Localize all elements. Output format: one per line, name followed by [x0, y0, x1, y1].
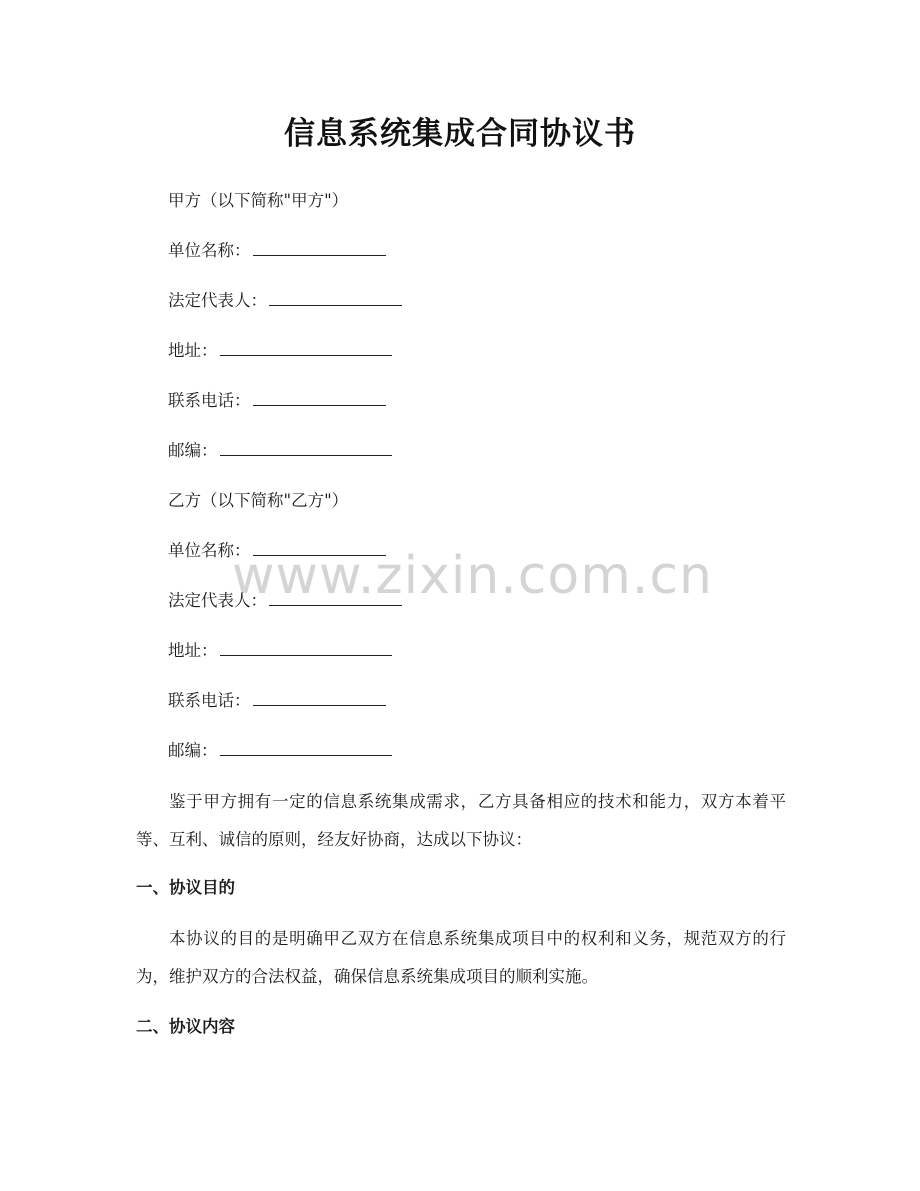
party-a-address-field — [168, 340, 392, 362]
party-b-address-label: 地址： — [168, 641, 218, 660]
party-b-legal-rep-label: 法定代表人： — [168, 591, 267, 610]
party-b-address-blank — [220, 641, 392, 656]
party-a-legal-rep-field — [168, 290, 402, 312]
party-a-phone-label: 联系电话： — [168, 391, 251, 410]
party-b-unit-name-blank — [253, 541, 386, 556]
party-a-phone-blank — [253, 391, 386, 406]
party-b-postcode-blank — [220, 741, 392, 756]
party-b-phone-blank — [253, 691, 386, 706]
party-b-address-field — [168, 640, 392, 662]
party-a-address-label: 地址： — [168, 341, 218, 360]
party-b-unit-name-label: 单位名称： — [168, 541, 251, 560]
party-a-address-blank — [220, 341, 392, 356]
party-b-unit-name-field — [168, 540, 386, 562]
party-a-unit-name-field — [168, 240, 386, 262]
party-b-legal-rep-blank — [269, 591, 402, 606]
party-b-legal-rep-field — [168, 590, 402, 612]
party-a-unit-name-label: 单位名称： — [168, 241, 251, 260]
party-a-legal-rep-blank — [269, 291, 402, 306]
party-a-phone-field — [168, 390, 386, 412]
party-b-postcode-field — [168, 740, 392, 762]
party-b-phone-field — [168, 690, 386, 712]
document-title: 信息系统集成合同协议书 — [284, 116, 636, 152]
party-b-header: 乙方（以下简称"乙方"） — [168, 491, 349, 510]
party-a-postcode-blank — [220, 441, 392, 456]
party-a-postcode-label: 邮编： — [168, 441, 218, 460]
party-a-header: 甲方（以下简称"甲方"） — [168, 191, 349, 210]
party-b-phone-label: 联系电话： — [168, 691, 251, 710]
party-a-legal-rep-label: 法定代表人： — [168, 291, 267, 310]
party-b-postcode-label: 邮编： — [168, 741, 218, 760]
section-2-heading: 二、协议内容 — [136, 1017, 235, 1036]
section-1-heading: 一、协议目的 — [136, 878, 235, 897]
watermark: www.zixin.com.cn — [232, 546, 713, 606]
intro-paragraph: 鉴于甲方拥有一定的信息系统集成需求，乙方具备相应的技术和能力，双方本着平等、互利、诚信的原则，经友好协商，达成以下协议： — [136, 792, 786, 849]
section-1-body: 本协议的目的是明确甲乙双方在信息系统集成项目中的权利和义务，规范双方的行为，维护双方的合法权益，确保信息系统集成项目的顺利实施。 — [136, 929, 786, 986]
party-a-postcode-field — [168, 440, 392, 462]
party-a-unit-name-blank — [253, 241, 386, 256]
